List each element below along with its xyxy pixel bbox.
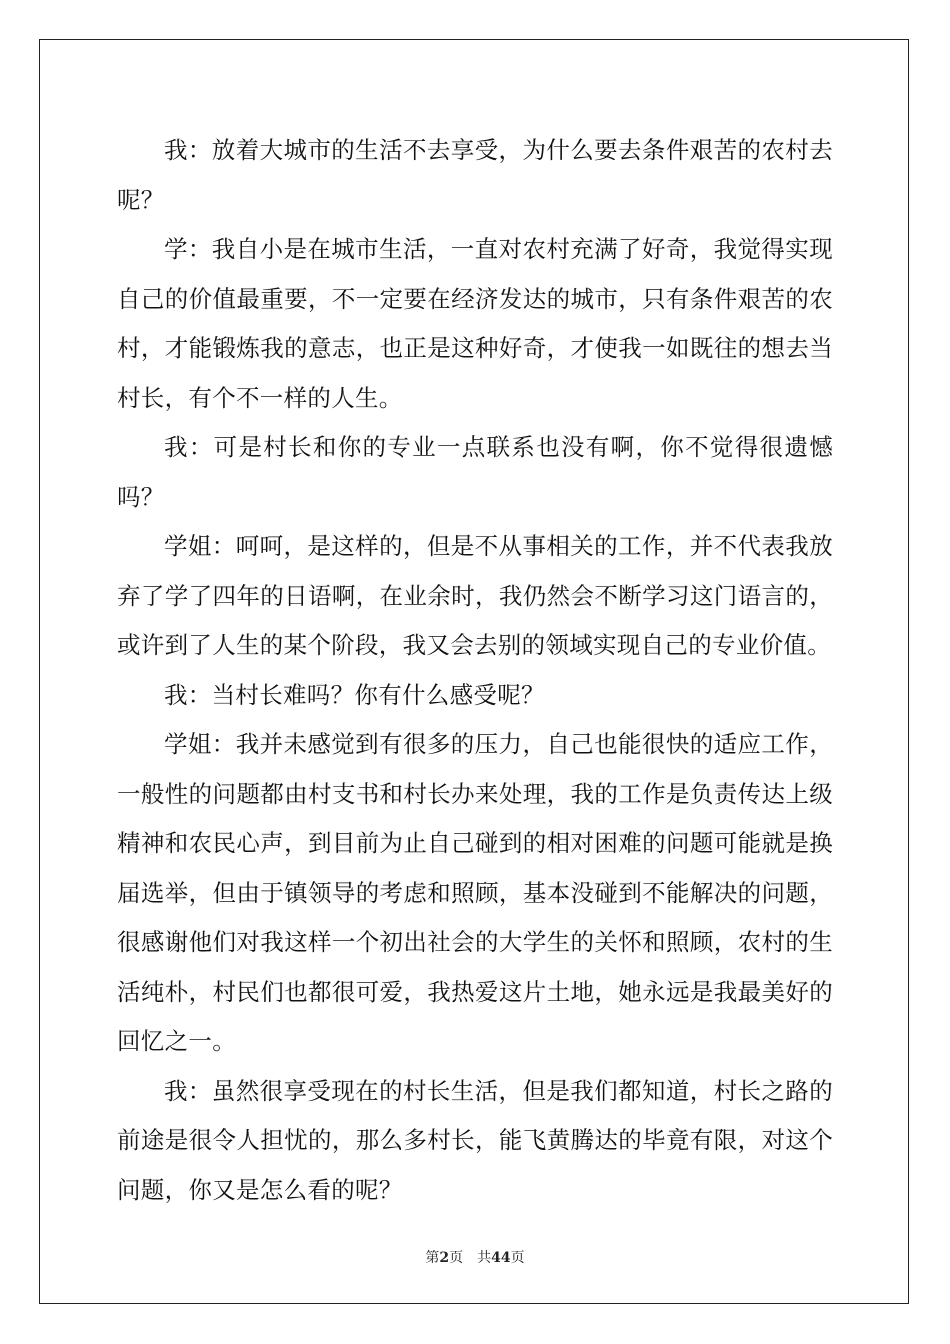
document-body (117, 126, 833, 1215)
paragraph: 我：可是村长和你的专业一点联系也没有啊，你不觉得很遗憾吗？ (117, 433, 833, 511)
paragraph: 我：虽然很享受现在的村长生活，但是我们都知道，村长之路的前途是很令人担忧的，那么多村长，能飞黄腾达的毕竟有限，对这个问题，你又是怎么看的呢？ (117, 1076, 833, 1204)
total-suffix: 页 (510, 1250, 525, 1266)
paragraph: 学姐：我并未感觉到有很多的压力，自己也能很快的适应工作，一般性的问题都由村支书和村长办来处理，我的工作是负责传达上级精神和农民心声，到目前为止自己碰到的相对困难的问题可能就是换届选举，但由于镇领导的考虑和照顾，基本没碰到不能解决的问题，很感谢他们对我这样一个初出社会的大学生的关怀和照顾，农村的生活纯朴，村民们也都很可爱，我热爱这片土地，她永远是我最美好的回忆之一。 (117, 730, 833, 1055)
paragraph: 学姐：呵呵，是这样的，但是不从事相关的工作，并不代表我放弃了学了四年的日语啊，在业余时，我仍然会不断学习这门语言的，或许到了人生的某个阶段，我又会去别的领域实现自己的专业价值。 (117, 532, 833, 659)
page-number: 2 (439, 1250, 450, 1266)
total-prefix: 共 (477, 1250, 492, 1266)
paragraph: 学：我自小是在城市生活，一直对农村充满了好奇，我觉得实现自己的价值最重要，不一定要在经济发达的城市，只有条件艰苦的农村，才能锻炼我的意志，也正是这种好奇，才使我一如既往的想去当村长，有个不一样的人生。 (117, 235, 833, 412)
page-prefix: 第 (425, 1250, 440, 1266)
page-suffix: 页 (449, 1250, 464, 1266)
total-pages: 44 (491, 1250, 511, 1266)
paragraph: 我：当村长难吗？你有什么感受呢？ (164, 680, 545, 709)
paragraph: 我：放着大城市的生活不去享受，为什么要去条件艰苦的农村去呢？ (117, 136, 833, 214)
page-footer (0, 1247, 950, 1267)
